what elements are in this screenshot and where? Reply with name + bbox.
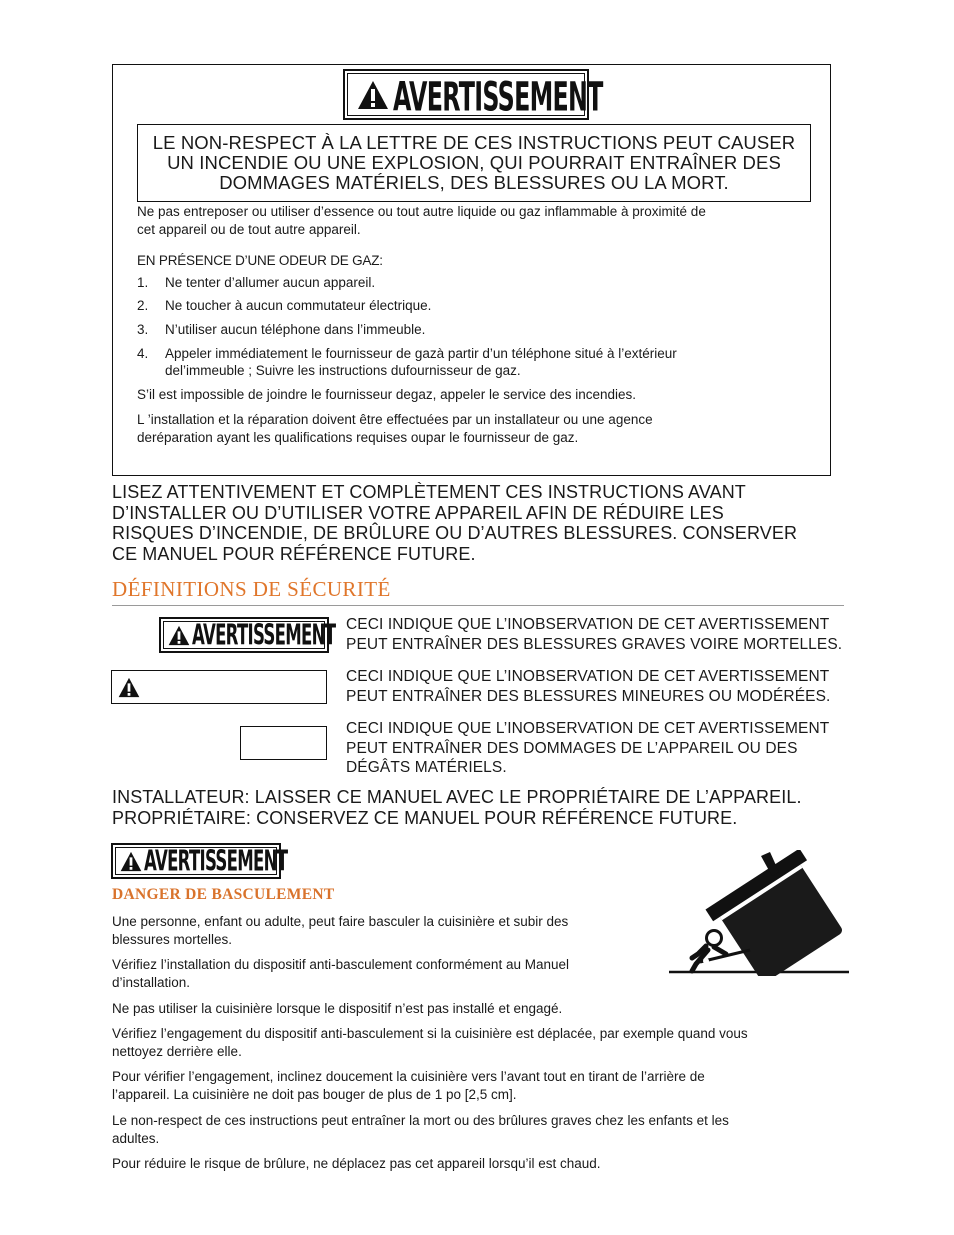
paragraph-line: Pour vérifier l’engagement, inclinez doucement la cuisinière vers l’avant tout en tirant de l’arrière de	[112, 1069, 705, 1084]
paragraph-line: Une personne, enfant ou adulte, peut faire basculer la cuisinière et subir des	[112, 914, 569, 929]
notice-line: D’INSTALLER OU D’UTILISER VOTRE APPAREIL AFIN DE RÉDUIRE LES	[112, 502, 724, 523]
no-supplier-text: S’il est impossible de joindre le fournisseur degaz, appeler le service des incendies.	[137, 387, 637, 402]
paragraph-line: Vérifiez l’engagement du dispositif anti-basculement si la cuisinière est déplacée, par exemple quand vous	[112, 1026, 748, 1041]
definition-line: PEUT ENTRAÎNER DES DOMMAGES DE L’APPAREIL OU DES	[346, 739, 798, 757]
notice-line: LISEZ ATTENTIVEMENT ET COMPLÈTEMENT CES INSTRUCTIONS AVANT	[112, 482, 746, 502]
definition-line: PEUT ENTRAÎNER DES BLESSURES MINEURES OU MODÉRÉES.	[346, 687, 831, 705]
paragraph-line: adultes.	[112, 1130, 160, 1146]
paragraph-line: Vérifiez l’installation du dispositif anti-basculement conformément au Manuel	[112, 957, 569, 972]
warning-triangle-icon	[168, 625, 190, 646]
installation-text	[137, 411, 653, 446]
notice-line: CE MANUEL POUR RÉFÉRENCE FUTURE.	[112, 543, 476, 564]
notice-line: RISQUES D’INCENDIE, DE BRÛLURE OU D’AUTRES BLESSURES. CONSERVER	[112, 523, 798, 543]
tipover-title: DANGER DE BASCULEMENT	[112, 886, 335, 903]
warning-word: AVERTISSEMENT	[144, 846, 288, 878]
definition-line: DÉGÂTS MATÉRIELS.	[346, 759, 507, 776]
warning-badge-definition	[159, 617, 336, 653]
gas-heading: EN PRÉSENCE D’UNE ODEUR DE GAZ:	[137, 253, 383, 268]
paragraph-line: d’installation.	[112, 974, 191, 990]
step-text: N’utiliser aucun téléphone dans l’immeuble.	[165, 322, 426, 337]
list-item	[112, 1112, 729, 1147]
list-item	[112, 1000, 562, 1018]
definition-text	[346, 615, 842, 654]
definition-line: CECI INDIQUE QUE L’INOBSERVATION DE CET AVERTISSEMENT	[346, 668, 830, 685]
step-number: 2.	[137, 298, 149, 313]
paragraph-line: Pour réduire le risque de brûlure, ne déplacez pas cet appareil lorsqu’il est chaud.	[112, 1156, 601, 1171]
list-item	[112, 913, 568, 948]
list-item	[112, 1155, 601, 1173]
warning-triangle-icon	[357, 80, 389, 110]
step-number: 4.	[137, 346, 149, 361]
definition-text	[346, 667, 830, 706]
paragraph-line: Le non-respect de ces instructions peut entraîner la mort ou des brûlures graves chez les enfants et les	[112, 1113, 729, 1128]
installer-notice	[112, 787, 802, 828]
step-number: 3.	[137, 322, 149, 337]
list-item	[112, 1068, 705, 1103]
warning-triangle-icon	[120, 851, 142, 872]
definition-line: CECI INDIQUE QUE L’INOBSERVATION DE CET AVERTISSEMENT	[346, 616, 830, 633]
gas-steps-list	[137, 274, 817, 384]
warning-word: AVERTISSEMENT	[393, 72, 603, 121]
warning-badge-top	[343, 69, 603, 121]
step-text: Ne tenter d’allumer aucun appareil.	[165, 275, 376, 290]
install-line: L ’installation et la réparation doivent être effectuées par un installateur ou une agence	[137, 412, 653, 427]
step-text: Appeler immédiatement le fournisseur de gazà partir d’un téléphone situé à l’extérieur	[165, 346, 677, 361]
step-text: Ne toucher à aucun commutateur électrique.	[165, 298, 432, 313]
notice-badge-definition	[240, 726, 327, 760]
intro-line: cet appareil ou de tout autre appareil.	[137, 221, 361, 237]
definition-line: CECI INDIQUE QUE L’INOBSERVATION DE CET AVERTISSEMENT	[346, 720, 830, 737]
install-line: deréparation ayant les qualifications requises oupar le fournisseur de gaz.	[137, 429, 579, 445]
definition-text	[346, 719, 829, 778]
warning-triangle-icon	[118, 677, 140, 698]
section-title: DÉFINITIONS DE SÉCURITÉ	[112, 577, 391, 601]
warning-word: AVERTISSEMENT	[192, 620, 336, 652]
paragraph-line: Ne pas utiliser la cuisinière lorsque le dispositif n’est pas installé et engagé.	[112, 1001, 563, 1016]
section-divider	[112, 605, 844, 606]
paragraph-line: l’appareil. La cuisinière ne doit pas bouger de plus de 1 po [2,5 cm].	[112, 1086, 517, 1102]
paragraph-line: nettoyez derrière elle.	[112, 1043, 242, 1059]
warning-badge-tipover	[111, 843, 288, 879]
warning-caps-text: LE NON-RESPECT À LA LETTRE DE CES INSTRUCTIONS PEUT CAUSER UN INCENDIE OU UNE EXPLOSION, QUI POURRAIT ENTRAÎNER DES DOMMAGES MATÉRIELS, DES BLESSURES OU LA MORT.	[137, 124, 811, 202]
intro-line: Ne pas entreposer ou utiliser d’essence ou tout autre liquide ou gaz inflammable à proximité de	[137, 204, 706, 219]
list-item	[112, 1025, 748, 1060]
step-text: del’immeuble ; Suivre les instructions dufournisseur de gaz.	[165, 363, 521, 378]
list-item	[112, 956, 569, 991]
tipover-illustration	[666, 850, 850, 976]
definition-line: PEUT ENTRAÎNER DES BLESSURES GRAVES VOIRE MORTELLES.	[346, 635, 843, 653]
read-instructions-notice	[112, 482, 797, 564]
caution-badge-definition	[111, 670, 327, 704]
notice-line: INSTALLATEUR: LAISSER CE MANUEL AVEC LE PROPRIÉTAIRE DE L’APPAREIL.	[112, 787, 802, 807]
warning-intro	[137, 203, 706, 238]
notice-line: PROPRIÉTAIRE: CONSERVEZ CE MANUEL POUR RÉFÉRENCE FUTURE.	[112, 807, 738, 828]
paragraph-line: blessures mortelles.	[112, 931, 233, 947]
step-number: 1.	[137, 275, 149, 290]
